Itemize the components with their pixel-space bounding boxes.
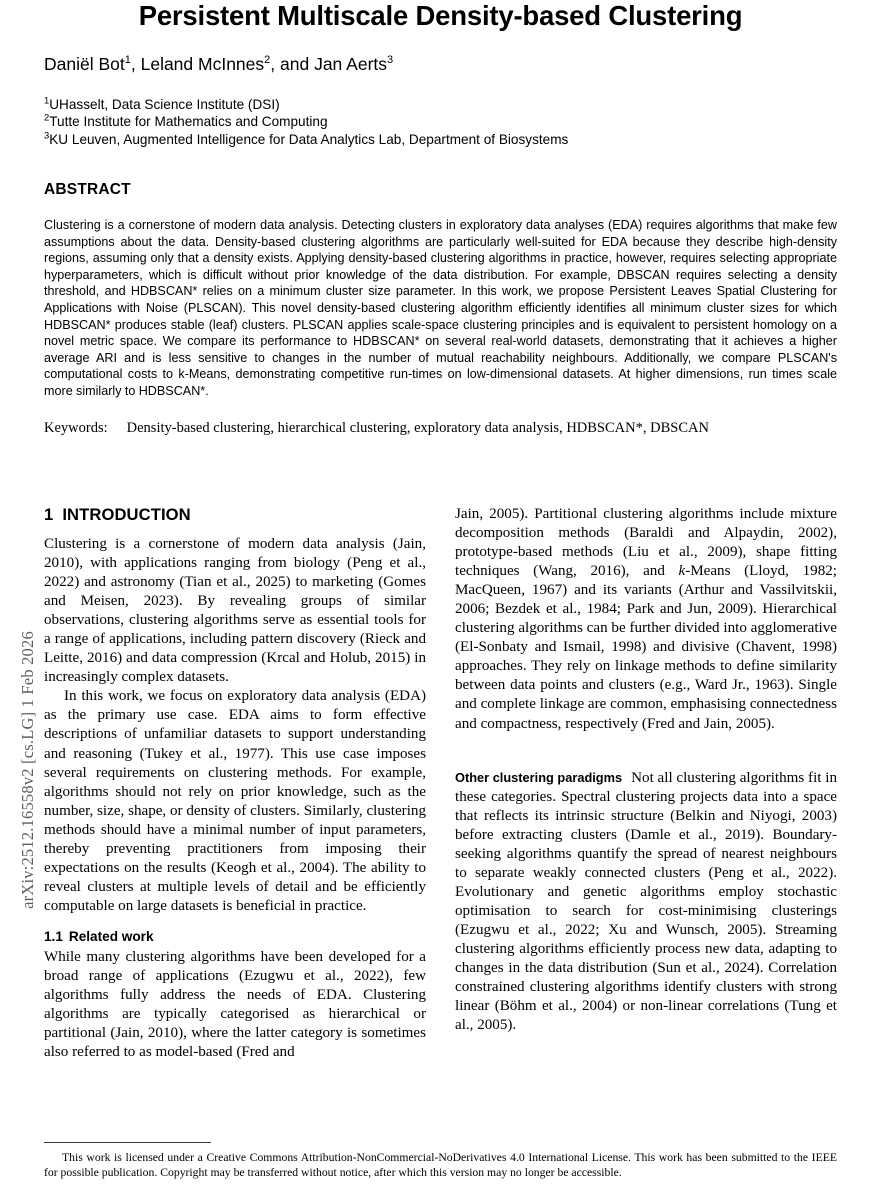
- affiliation-marker: 3: [44, 129, 50, 141]
- section-heading-introduction: [44, 505, 426, 525]
- affiliation-text: Tutte Institute for Mathematics and Computing: [49, 114, 328, 130]
- affiliation-marker: 1: [44, 94, 50, 106]
- affiliation-item: [44, 96, 837, 113]
- author-2-affiliation-marker: 2: [264, 54, 271, 67]
- paragraph: Clustering is a cornerstone of modern data analysis (Jain, 2010), with applications ranging from biology (Peng et al., 2022) and astronomy (Tian et al., 2025) to marketing (Gomes and Meisen, 2023). By revealing groups of similar observations, clustering algorithms serve as essential tools for a range of applications, including pattern discovery (Rieck and Leitte, 2016) and data compression (Krcal and Holub, 2015) in increasingly complex datasets.: [44, 536, 426, 686]
- column-right: [455, 505, 837, 1035]
- license-footnote: This work is licensed under a Creative Commons Attribution-NonCommercial-NoDerivatives 4.0 International License. This work has been submitted to the IEEE for possible publication. Copyright may be transferred without notice, after which this version may no longer be accessible.: [44, 1151, 837, 1179]
- abstract-heading: ABSTRACT: [44, 181, 131, 199]
- affiliation-item: [44, 131, 837, 148]
- keywords-value: Density-based clustering, hierarchical clustering, exploratory data analysis, HDBSCAN*, DBSCAN: [126, 420, 709, 437]
- keywords-label: Keywords:: [44, 420, 108, 437]
- page-title: Persistent Multiscale Density-based Clustering: [138, 0, 743, 31]
- paragraph: [455, 505, 837, 734]
- paragraph-part-a: Jain, 2005). Partitional clustering algorithms include mixture decomposition methods (Baraldi and Alpaydin, 2002), prototype-based methods (Liu et al., 2009), shape fitting techniques (Wang, 2016), and: [455, 506, 837, 580]
- abstract-body: Clustering is a cornerstone of modern data analysis. Detecting clusters in exploratory data analyses (EDA) requires algorithms that make few assumptions about the data. Density-based clustering algorithms are particularly well-suited for EDA because they describe high-density regions, assuming only that a density exists. Applying density-based clustering algorithms in practice, however, requires selecting appropriate hyperparameters, which is difficult without prior knowledge of the data distribution. For example, DBSCAN requires selecting a density threshold, and HDBSCAN* relies on a minimum cluster size parameter. In this work, we propose Persistent Leaves Spatial Clustering for Applications with Noise (PLSCAN). This novel density-based clustering algorithm efficiently identifies all minimum cluster sizes for which HDBSCAN* produces stable (leaf) clusters. PLSCAN applies scale-space clustering principles and is equivalent to persistent homology on a novel metric space. We compare its performance to HDBSCAN* on several real-world datasets, demonstrating that it achieves a higher average ARI and is less sensitive to changes in the number of mutual reachability neighbours. Additionally, we compare PLSCAN's computational costs to k-Means, demonstrating competitive run-times on low-dimensional datasets. At higher dimensions, run times scale more similarly to HDBSCAN*.: [44, 218, 837, 398]
- affiliation-marker: 2: [44, 111, 50, 123]
- math-variable-k: k: [678, 563, 686, 580]
- subsection-number: 1.1: [44, 928, 63, 944]
- author-separator-1: , Leland McInnes: [130, 54, 265, 74]
- arxiv-identifier-stamp: arXiv:2512.16558v2 [cs.LG] 1 Feb 2026: [18, 631, 37, 909]
- affiliation-text: KU Leuven, Augmented Intelligence for Data Analytics Lab, Department of Biosystems: [49, 131, 569, 147]
- footnote-area: [44, 1142, 837, 1180]
- author-list: [44, 53, 837, 75]
- paragraph: While many clustering algorithms have been developed for a broad range of applications (Ezugwu et al., 2022), few algorithms fully address the needs of EDA. Clustering algorithms are typically categorised as hierarchical or partitional (Jain, 2010), where the latter category is sometimes also referred to as model-based (Fred and: [44, 948, 426, 1061]
- affiliation-item: [44, 113, 837, 130]
- affiliation-list: [44, 96, 837, 148]
- subsection-heading-related-work: [44, 928, 426, 945]
- keywords-line: [44, 419, 837, 437]
- paragraph: In this work, we focus on exploratory data analysis (EDA) as the primary use case. EDA aims to form effective descriptions of unfamiliar datasets to support understanding and reasoning (Tukey et al., 1977). This use case imposes several requirements on clustering methods. For example, algorithms should not rely on prior knowledge, such as the number, size, shape, or density of clusters. Similarly, clustering methods should have a minimal number of input parameters, thereby preventing practitioners from imposing their expectations on the results (Keogh et al., 2004). The ability to reveal clusters at multiple levels of detail and be efficiently computable on large datasets is beneficial in practice.: [44, 688, 426, 914]
- affiliation-text: UHasselt, Data Science Institute (DSI): [49, 97, 280, 112]
- run-in-heading-other-clustering-paradigms: Other clustering paradigms: [455, 769, 623, 785]
- author-1-affiliation-marker: 1: [124, 54, 131, 67]
- paper-page: [44, 0, 837, 1200]
- paragraph-other-paradigms: [455, 768, 837, 1036]
- footnote-rule: [44, 1142, 211, 1143]
- paragraph-part-b: -Means (Lloyd, 1982; MacQueen, 1967) and its variants (Arthur and Vassilvitskii, 2006; Bezdek et al., 1984; Park and Jun, 2009). Hierarchical clustering algorithms can be further divided into agglomerative (El-Sonbaty and Ismail, 1998) and divisive (Chavent, 1998) approaches. They rely on linkage methods to define similarity between data points and clusters (e.g., Ward Jr., 1963). Single and complete linkage are common, emphasising connectedness and compactness, respectively (Fred and Jain, 2005).: [455, 563, 837, 732]
- subsection-title: Related work: [68, 928, 154, 944]
- body-columns: [44, 505, 837, 1135]
- author-3-affiliation-marker: 3: [387, 54, 394, 67]
- paragraph-body: Not all clustering algorithms fit in these categories. Spectral clustering projects data into a space that reflects its intrinsic structure (Belkin and Niyogi, 2003) before extracting clusters (Damle et al., 2019). Boundary-seeking algorithms quantify the spread of nearest neighbours to separate weakly connected clusters (Peng et al., 2022). Evolutionary and genetic algorithms employ stochastic optimisation to search for cost-minimising clusterings (Ezugwu et al., 2022; Xu and Wunsch, 2005). Streaming clustering algorithms efficiently process new data, adapting to changes in the data distribution (Sun et al., 2024). Correlation constrained clustering algorithms identify clusters with strong linear (Böhm et al., 2004) or non-linear correlations (Tung et al., 2005).: [455, 769, 837, 1034]
- author-separator-2: , and Jan Aerts: [270, 54, 388, 74]
- section-number: 1: [44, 505, 54, 524]
- column-left: [44, 505, 426, 1062]
- section-title: INTRODUCTION: [62, 505, 191, 524]
- author-1-name: Daniël Bot: [44, 54, 125, 74]
